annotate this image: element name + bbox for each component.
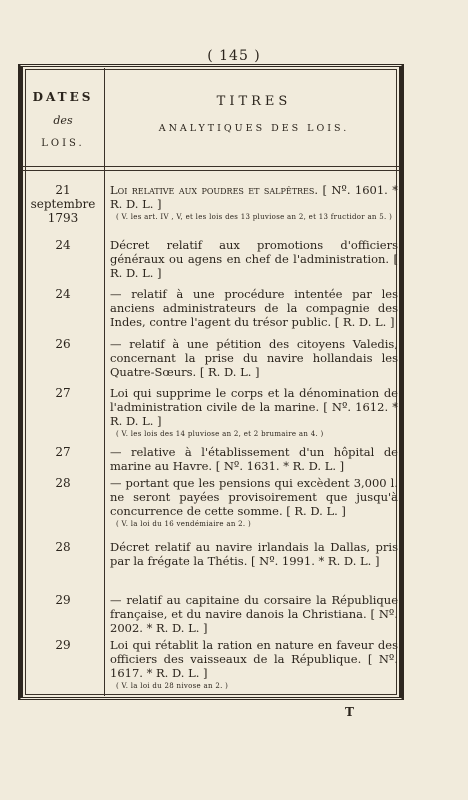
dates-header-line-3: LOIS. xyxy=(41,138,85,149)
entry-title: Décret relatif aux promotions d'officiers généraux ou agens en chef de l'administration. [ R. D. L. ] xyxy=(110,238,398,280)
entry-text-block xyxy=(110,476,398,529)
entry-text-block xyxy=(110,386,398,439)
entry-title: — relatif au capitaine du corsaire la République française, et du navire danois la Christiana. [ Nº. 2002. * R. D. L. ] xyxy=(110,593,398,635)
entry-text-block xyxy=(110,287,398,329)
entry-note: ( V. la loi du 28 nivose an 2. ) xyxy=(116,682,229,690)
entry-title: Décret relatif au navire irlandais la Dallas, pris par la frégate la Thétis. [ Nº. 1991. * R. D. L. ] xyxy=(110,540,398,568)
page-number: ( 145 ) xyxy=(207,48,261,64)
titres-header-line-2: ANALYTIQUES DES LOIS. xyxy=(158,123,350,134)
entry-note: ( V. les lois des 14 pluviose an 2, et 2 brumaire an 4. ) xyxy=(116,430,324,438)
entry-date: 24 xyxy=(55,287,71,301)
dates-header-line-1: DATES xyxy=(32,90,94,104)
entry-text-block xyxy=(110,337,398,379)
entry-text-block xyxy=(110,593,398,635)
titres-column-header xyxy=(108,94,400,134)
entry-title: Loi qui rétablit la ration en nature en faveur des officiers des vaisseaux de la République. [ Nº. 1617. * R. D. L. ] xyxy=(110,638,398,680)
entry-title: — relatif à une pétition des citoyens Valedis, concernant la prise du navire hollandais les Quatre-Sœurs. [ R. D. L. ] xyxy=(110,337,398,379)
entry-date: 28 xyxy=(55,540,71,554)
entry-text-block xyxy=(110,183,398,222)
entry-date: 27 xyxy=(55,386,71,400)
entry-title: Loi relative aux poudres et salpêtres. [ Nº. 1601. * R. D. L. ] xyxy=(110,183,398,211)
entry-text-block xyxy=(110,445,398,473)
entry-title: — portant que les pensions qui excèdent 3,000 l. ne seront payées provisoirement que jusqu'à concurrence de cette somme. [ R. D. L. ] xyxy=(110,476,398,518)
entry-date: 29 xyxy=(55,638,71,652)
entry-title: — relatif à une procédure intentée par les anciens administrateurs de la compagnie des Indes, contre l'agent du trésor public. [ R. D. L. ] xyxy=(110,287,398,329)
entry-date: 21 septembre 1793 xyxy=(30,183,96,225)
entry-text-block xyxy=(110,540,398,568)
entry-text-block xyxy=(110,638,398,691)
entry-title: Loi qui supprime le corps et la dénomination de l'administration civile de la marine. [ Nº. 1612. * R. D. L. ] xyxy=(110,386,398,428)
column-divider xyxy=(104,68,105,696)
catchword: T xyxy=(345,705,354,719)
entry-date: 27 xyxy=(55,445,71,459)
titres-header-line-1: TITRES xyxy=(216,94,292,109)
entry-date: 28 xyxy=(55,476,71,490)
entry-note: ( V. les art. IV , V, et les lois des 13 pluviose an 2, et 13 fructidor an 5. ) xyxy=(116,213,393,221)
header-rule xyxy=(22,166,400,171)
dates-header-line-2: des xyxy=(53,114,73,127)
entry-title: — relative à l'établissement d'un hôpital de marine au Havre. [ Nº. 1631. * R. D. L. ] xyxy=(110,445,398,473)
entry-date: 29 xyxy=(55,593,71,607)
entry-text-block xyxy=(110,238,398,280)
entry-date: 24 xyxy=(55,238,71,252)
entry-note: ( V. la loi du 16 vendémiaire an 2. ) xyxy=(116,520,252,528)
entry-date: 26 xyxy=(55,337,71,351)
dates-column-header xyxy=(22,86,104,155)
